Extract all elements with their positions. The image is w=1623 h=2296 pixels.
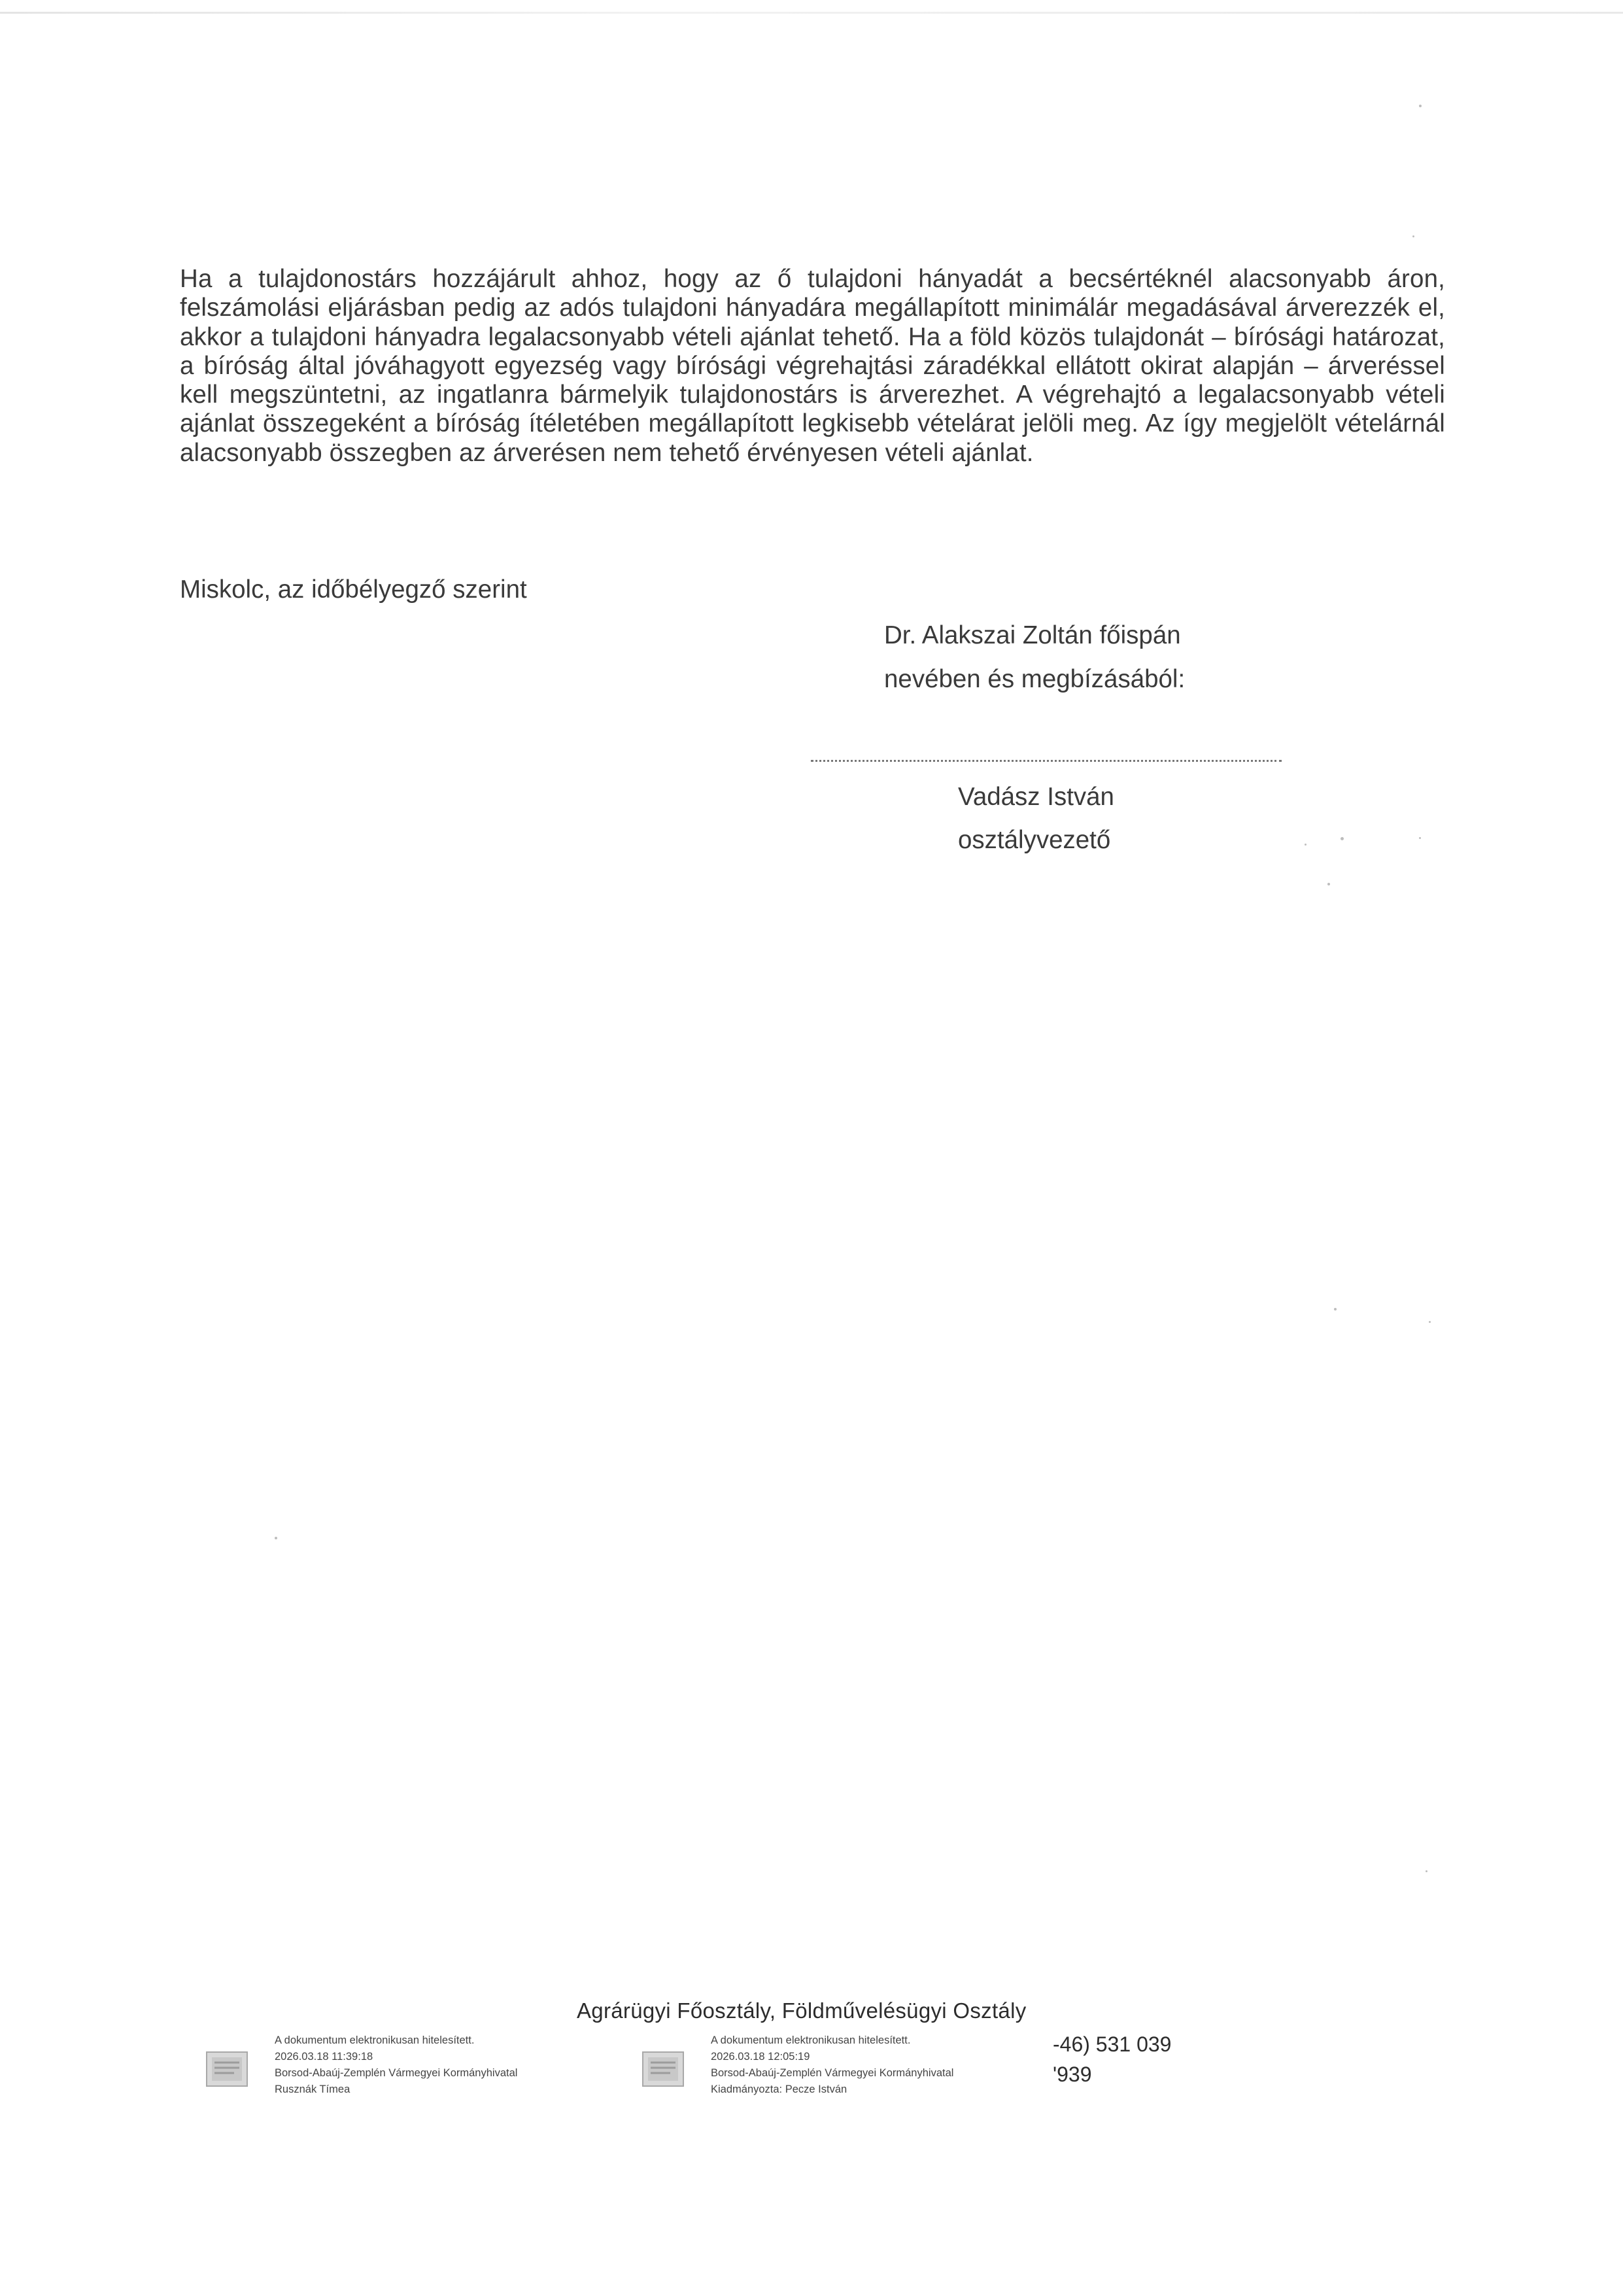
signature-authority xyxy=(884,613,1185,701)
scan-speck xyxy=(1412,235,1414,237)
stamp-1-line-1: A dokumentum elektronikusan hitelesített. xyxy=(275,2034,475,2046)
stamp-2-issued-by: Kiadmányozta: Pecze István xyxy=(711,2083,847,2095)
seal-icon xyxy=(639,2043,691,2095)
footer-contact xyxy=(1053,2029,1171,2089)
scan-speck xyxy=(1305,844,1307,846)
signatory-title: osztályvezető xyxy=(958,826,1111,854)
signature-dotted-line xyxy=(811,760,1282,762)
stamp-1-signer: Rusznák Tímea xyxy=(275,2083,350,2095)
stamp-2-timestamp: 2026.03.18 12:05:19 xyxy=(711,2051,810,2063)
scan-speck xyxy=(1419,837,1421,839)
e-authentication-stamp-1 xyxy=(275,2032,517,2098)
contact-phone: -46) 531 039 xyxy=(1053,2032,1172,2056)
scan-speck xyxy=(1429,1321,1431,1323)
signatory-name: Vadász István xyxy=(958,783,1114,811)
stamp-1-timestamp: 2026.03.18 11:39:18 xyxy=(275,2051,373,2063)
e-authentication-stamp-2 xyxy=(711,2032,953,2098)
scan-speck xyxy=(1419,105,1422,107)
scan-speck xyxy=(1426,1870,1427,1872)
stamp-1-issuer: Borsod-Abaúj-Zemplén Vármegyei Kormányhivatal xyxy=(275,2067,518,2079)
body-paragraph: Ha a tulajdonostárs hozzájárult ahhoz, hogy az ő tulajdoni hányadát a becsértéknél alacsonyabb áron, felszámolási eljárásban pedig az adós tulajdoni hányadára megállapított minimálár megadásával árverezzék el, akkor a tulajdoni hányadra legalacsonyabb vételi ajánlat tehető. Ha a föld közös tulajdonát – bírósági határozat, a bíróság által jóváhagyott egyezség vagy bírósági végrehajtási záradékkal ellátott okirat alapján – árveréssel kell megszüntetni, az ingatlanra bármelyik tulajdonostárs is árverezhet. A végrehajtó a legalacsonyabb vételi ajánlat összegeként a bíróság ítéletében megállapított legkisebb vételárat jelöli meg. Az így megjelölt vételárnál alacsonyabb összegben az árverésen nem tehető érvényesen vételi ajánlat. xyxy=(180,265,1445,467)
place-and-date: Miskolc, az időbélyegző szerint xyxy=(180,575,527,604)
on-behalf-line-2: nevében és megbízásából: xyxy=(884,665,1186,693)
scan-edge xyxy=(0,12,1623,14)
signatory xyxy=(958,776,1114,862)
stamp-2-line-1: A dokumentum elektronikusan hitelesített. xyxy=(711,2034,911,2046)
contact-code: '939 xyxy=(1053,2063,1092,2086)
seal-icon xyxy=(203,2043,255,2095)
footer-department: Agrárügyi Főosztály, Földművelésügyi Osztály xyxy=(577,1998,1027,2023)
stamp-2-issuer: Borsod-Abaúj-Zemplén Vármegyei Kormányhivatal xyxy=(711,2067,954,2079)
scan-speck xyxy=(1327,883,1330,885)
scan-speck xyxy=(1341,837,1344,840)
on-behalf-line-1: Dr. Alakszai Zoltán főispán xyxy=(884,621,1181,649)
scan-speck xyxy=(275,1537,277,1539)
scan-speck xyxy=(1334,1308,1337,1311)
